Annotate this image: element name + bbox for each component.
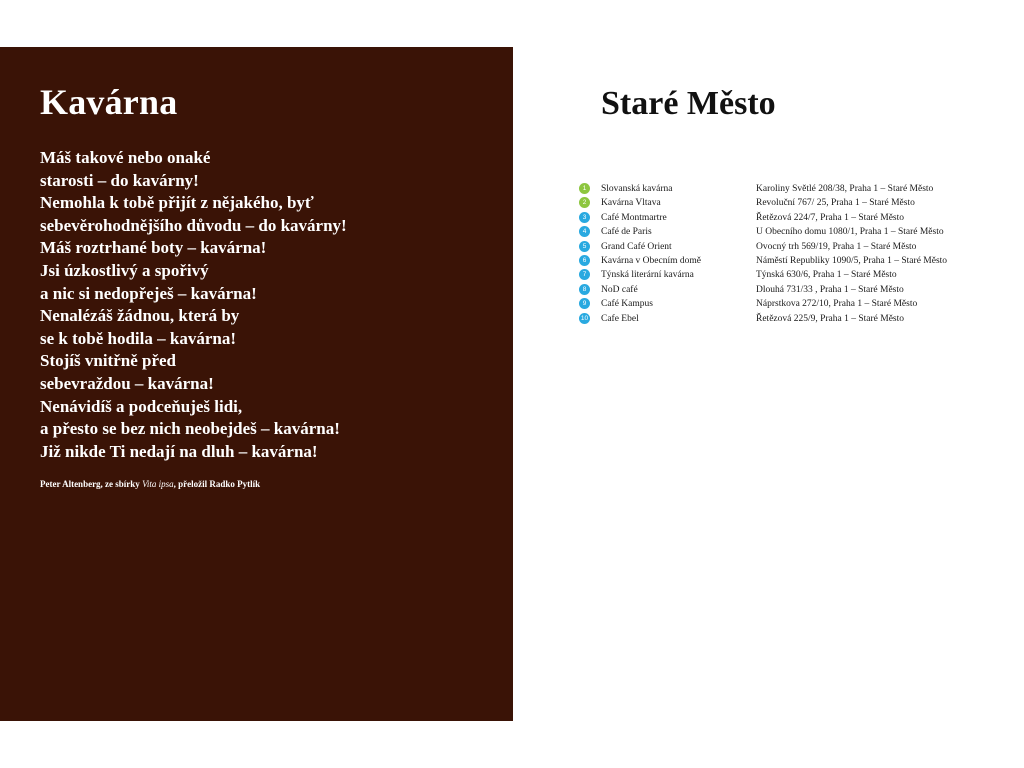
cafe-item: [579, 254, 979, 268]
poem-line: a nic si nedopřeješ – kavárna!: [40, 283, 257, 303]
left-page: [0, 47, 513, 721]
cafe-name: Slovanská kavárna: [601, 184, 673, 194]
poem-line: Jsi úzkostlivý a spořivý: [40, 260, 209, 280]
cafe-name: Café Montmartre: [601, 212, 667, 223]
credit-book-title: Vita ipsa: [142, 479, 174, 489]
cafe-item: [579, 196, 979, 210]
cafe-name: Grand Café Orient: [601, 241, 672, 252]
credit-translator: , přeložil Radko Pytlík: [173, 479, 261, 489]
poem-line: sebevěrohodnějšího důvodu – do kavárny!: [40, 215, 347, 235]
cafe-address: Náprstkova 272/10, Praha 1 – Staré Město: [756, 299, 918, 310]
page-title-stare-mesto: Staré Město: [601, 85, 776, 122]
poem-line: a přesto se bez nich neobejdeš – kavárna!: [40, 419, 340, 439]
cafe-name: Café de Paris: [601, 227, 652, 238]
poem-line: sebevraždou – kavárna!: [40, 373, 214, 393]
cafe-number-badge: 4: [579, 226, 590, 237]
cafe-address: Karoliny Světlé 208/38, Praha 1 – Staré Město: [756, 184, 934, 194]
cafe-address: Náměstí Republiky 1090/5, Praha 1 – Staré Město: [756, 255, 948, 266]
cafe-item: [579, 182, 979, 196]
poem-line: Máš takové nebo onaké: [40, 148, 211, 167]
cafe-item: [579, 211, 979, 225]
cafe-name: Café Kampus: [601, 299, 653, 310]
cafe-address: U Obecního domu 1080/1, Praha 1 – Staré Město: [756, 227, 944, 238]
cafe-item: [579, 312, 979, 326]
poem-credit: [40, 479, 260, 489]
cafe-item: [579, 225, 979, 239]
credit-author: Peter Altenberg, ze sbírky: [40, 479, 143, 489]
cafe-name: Kavárna v Obecním domě: [601, 255, 701, 266]
cafe-number-badge: 1: [579, 183, 590, 194]
poem-line: Nenávidíš a podceňuješ lidi,: [40, 396, 243, 416]
cafe-name: NoD café: [601, 284, 638, 295]
cafe-address: Řetězová 224/7, Praha 1 – Staré Město: [756, 212, 905, 223]
right-page: [513, 47, 1024, 721]
cafe-item: [579, 283, 979, 297]
poem-line: Nenalézáš žádnou, která by: [40, 306, 240, 326]
cafe-address: Revoluční 767/ 25, Praha 1 – Staré Město: [756, 198, 915, 209]
page-title-kavarna: Kavárna: [40, 82, 178, 122]
poem-line: Již nikde Ti nedají na dluh – kavárna!: [40, 441, 318, 461]
cafe-number-badge: 9: [579, 298, 590, 309]
cafe-address: Řetězová 225/9, Praha 1 – Staré Město: [756, 313, 905, 324]
poem-line: Nemohla k tobě přijít z nějakého, byť: [40, 193, 314, 213]
cafe-number-badge: 6: [579, 255, 590, 266]
cafe-name: Kavárna Vltava: [601, 198, 661, 209]
cafe-number-badge: 7: [579, 269, 590, 280]
cafe-number-badge: 5: [579, 241, 590, 252]
cafe-number-badge: 2: [579, 197, 590, 208]
poem-line: Máš roztrhané boty – kavárna!: [40, 238, 267, 258]
poem: [40, 147, 347, 463]
poem-line: starosti – do kavárny!: [40, 170, 199, 190]
cafe-number-badge: 3: [579, 212, 590, 223]
cafe-name: Týnská literární kavárna: [601, 270, 694, 281]
cafe-number-badge: 8: [579, 284, 590, 295]
cafe-item: [579, 297, 979, 311]
poem-line: se k tobě hodila – kavárna!: [40, 328, 236, 348]
cafe-address: Týnská 630/6, Praha 1 – Staré Město: [756, 270, 897, 281]
cafe-item: [579, 240, 979, 254]
cafe-address: Ovocný trh 569/19, Praha 1 – Staré Město: [756, 241, 917, 252]
cafe-number-badge: 10: [580, 314, 589, 322]
cafe-name: Cafe Ebel: [601, 313, 639, 324]
cafe-address: Dlouhá 731/33 , Praha 1 – Staré Město: [756, 284, 904, 295]
cafe-list: [579, 182, 979, 326]
poem-line: Stojíš vnitřně před: [40, 351, 176, 371]
cafe-item: [579, 268, 979, 282]
